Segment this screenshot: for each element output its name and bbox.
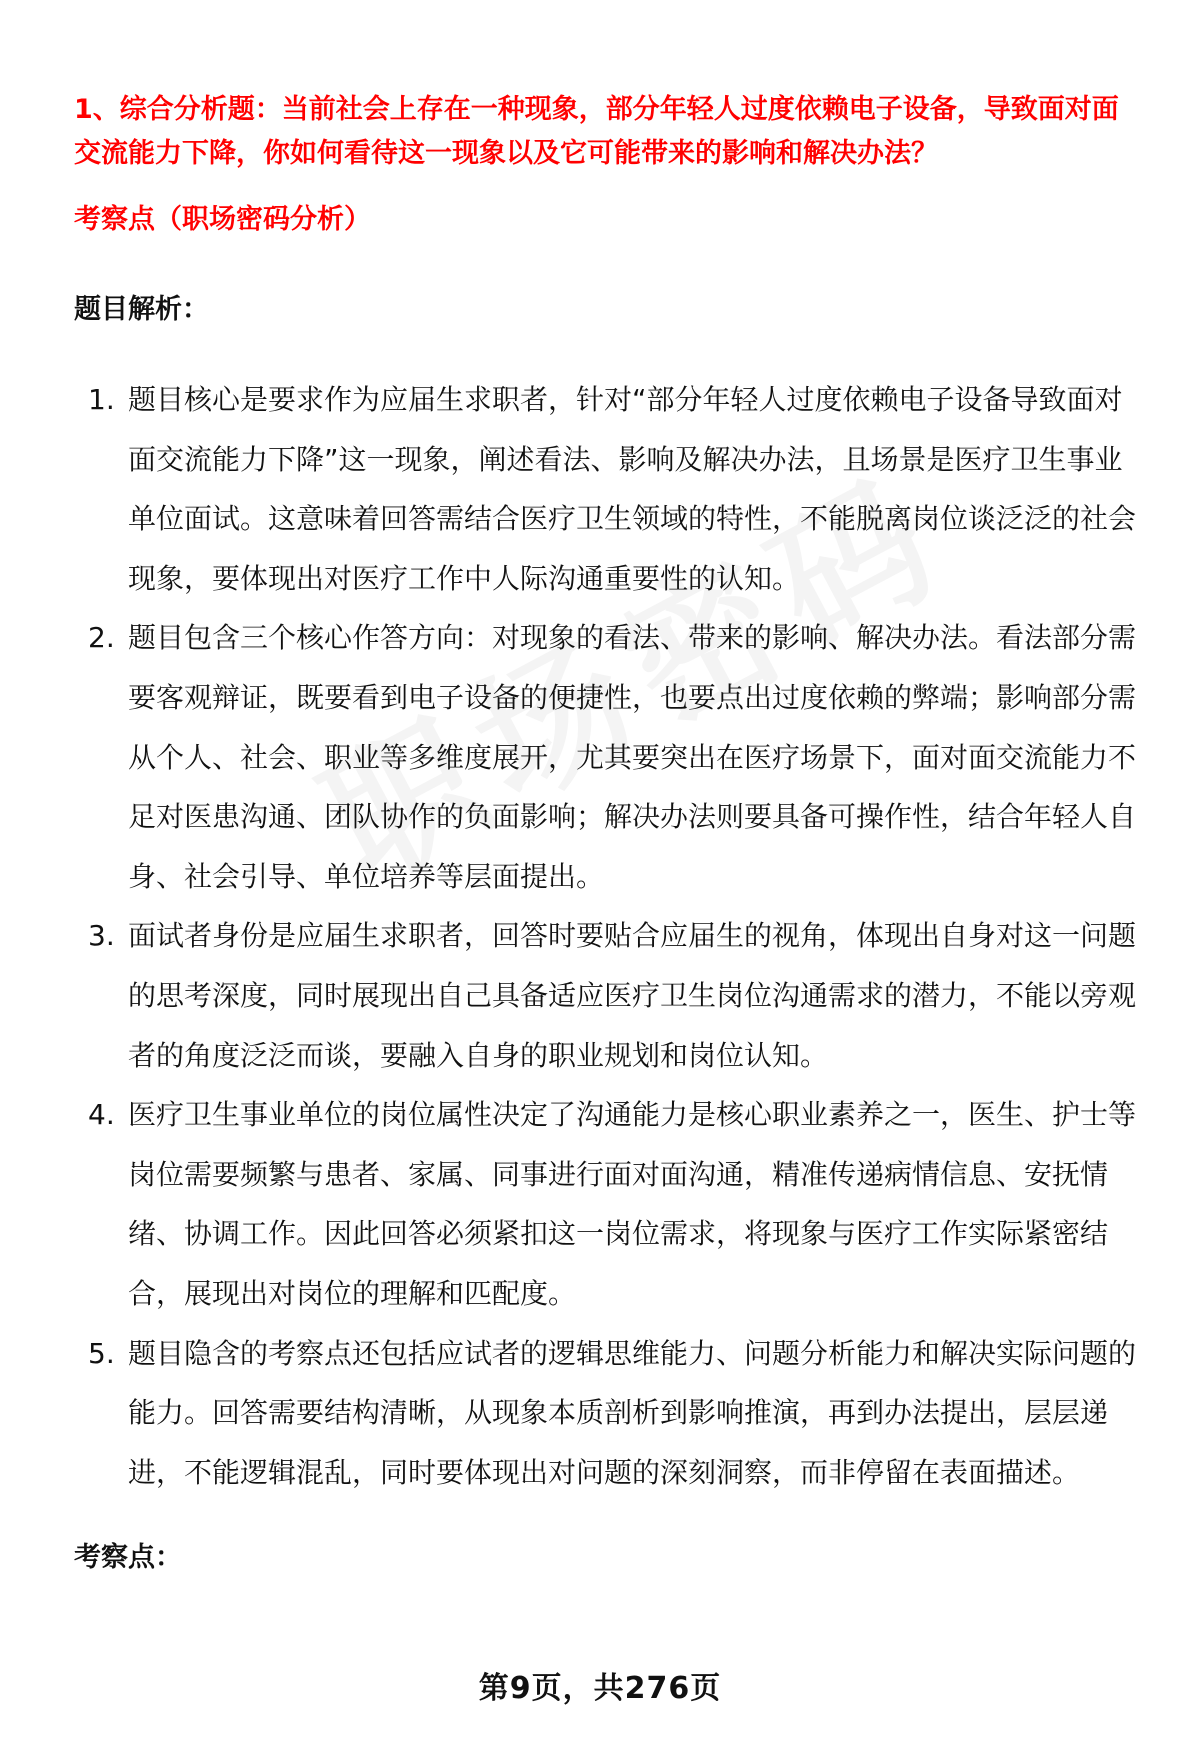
- analysis-item-text: 题目核心是要求作为应届生求职者，针对“部分年轻人过度依赖电子设备导致面对面交流能力下降”这一现象，阐述看法、影响及解决办法，且场景是医疗卫生事业单位面试。这意味着回答需结合医疗卫生领域的特性，不能脱离岗位谈泛泛的社会现象，要体现出对医疗工作中人际沟通重要性的认知。: [128, 383, 1137, 595]
- page-number: 第9页，共276页: [478, 1671, 722, 1706]
- list-number: 5.: [88, 1336, 115, 1370]
- list-number: 2.: [88, 621, 115, 655]
- analysis-item-text: 面试者身份是应届生求职者，回答时要贴合应届生的视角，体现出自身对这一问题的思考深度，同时展现出自己具备适应医疗卫生岗位沟通需求的潜力，不能以旁观者的角度泛泛而谈，要融入自身的职业规划和岗位认知。: [128, 919, 1137, 1072]
- analysis-item: [74, 1324, 1136, 1503]
- exam-point-subtitle: 考察点（职场密码分析）: [74, 204, 371, 235]
- list-number: 1.: [88, 383, 115, 416]
- analysis-list: [74, 370, 1136, 1502]
- analysis-item-text: 医疗卫生事业单位的岗位属性决定了沟通能力是核心职业素养之一，医生、护士等岗位需要频繁与患者、家属、同事进行面对面沟通，精准传递病情信息、安抚情绪、协调工作。因此回答必须紧扣这一岗位需求，将现象与医疗工作实际紧密结合，展现出对岗位的理解和匹配度。: [128, 1098, 1137, 1310]
- analysis-heading: 题目解析：: [74, 294, 209, 325]
- analysis-item: [74, 906, 1136, 1085]
- list-number: 4.: [88, 1098, 115, 1132]
- exam-point-heading: 考察点：: [74, 1542, 182, 1574]
- document-body: [74, 88, 1136, 1580]
- list-number: 3.: [88, 919, 115, 953]
- analysis-item-text: 题目包含三个核心作答方向：对现象的看法、带来的影响、解决办法。看法部分需要客观辩证，既要看到电子设备的便捷性，也要点出过度依赖的弊端；影响部分需从个人、社会、职业等多维度展开，尤其要突出在医疗场景下，面对面交流能力不足对医患沟通、团队协作的负面影响；解决办法则要具备可操作性，结合年轻人自身、社会引导、单位培养等层面提出。: [128, 621, 1137, 893]
- analysis-item: [74, 370, 1136, 608]
- analysis-item-text: 题目隐含的考察点还包括应试者的逻辑思维能力、问题分析能力和解决实际问题的能力。回答需要结构清晰，从现象本质剖析到影响推演，再到办法提出，层层递进，不能逻辑混乱，同时要体现出对问题的深刻洞察，而非停留在表面描述。: [128, 1336, 1137, 1489]
- analysis-item: [74, 608, 1136, 906]
- question-title: 1、综合分析题：当前社会上存在一种现象，部分年轻人过度依赖电子设备，导致面对面交流能力下降，你如何看待这一现象以及它可能带来的影响和解决办法？: [74, 94, 1119, 169]
- analysis-item: [74, 1085, 1136, 1323]
